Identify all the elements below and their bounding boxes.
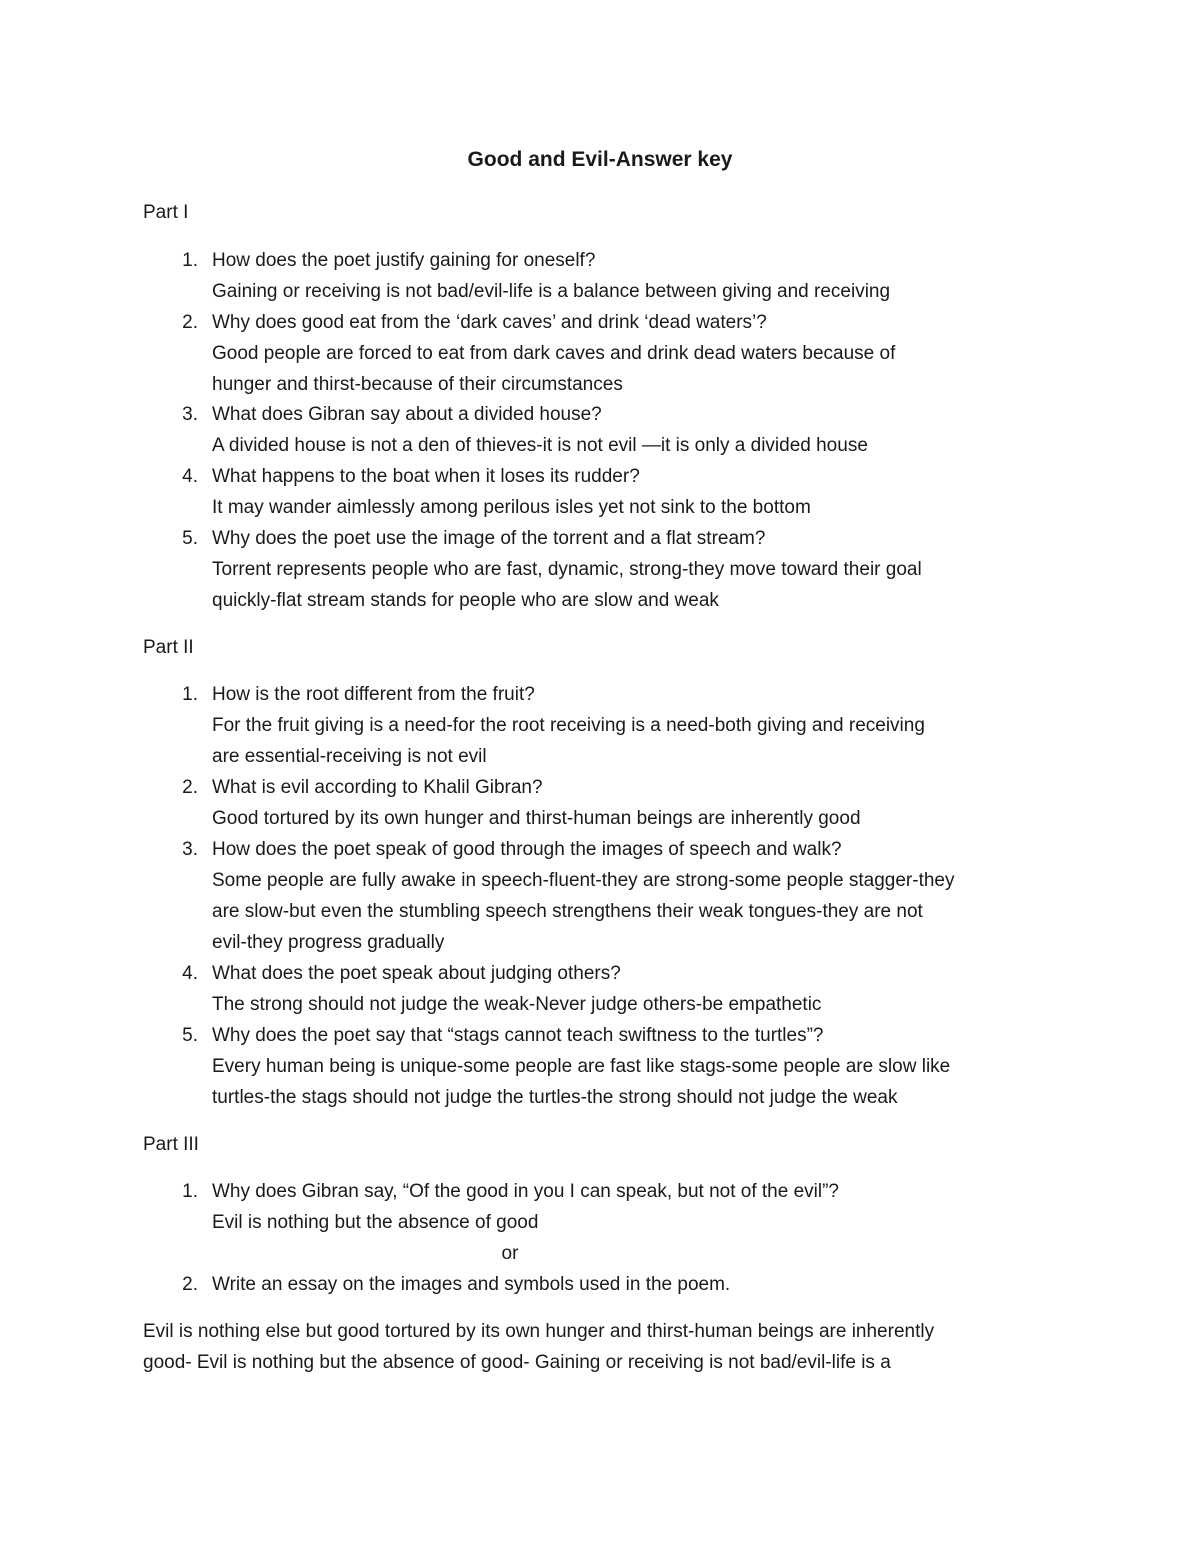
item-number: 3.	[182, 839, 198, 860]
answer-text: are essential-receiving is not evil	[212, 746, 487, 767]
question-text: How is the root different from the fruit?	[212, 684, 535, 705]
answer-text: For the fruit giving is a need-for the root receiving is a need-both giving and receiving	[212, 715, 925, 736]
item-number: 5.	[182, 1025, 198, 1046]
paragraph-line: good- Evil is nothing but the absence of good- Gaining or receiving is not bad/evil-life is a	[143, 1352, 891, 1373]
item-number: 4.	[182, 963, 198, 984]
question-text: How does the poet speak of good through the images of speech and walk?	[212, 839, 842, 860]
question-text: What does the poet speak about judging others?	[212, 963, 621, 984]
question-text: Why does good eat from the ‘dark caves’ and drink ‘dead waters’?	[212, 312, 767, 333]
question-text: Write an essay on the images and symbols used in the poem.	[212, 1274, 731, 1295]
item-number: 2.	[182, 312, 198, 333]
item-number: 3.	[182, 404, 198, 425]
answer-text: turtles-the stags should not judge the turtles-the strong should not judge the weak	[212, 1087, 898, 1108]
question-text: Why does Gibran say, “Of the good in you I can speak, but not of the evil”?	[212, 1181, 839, 1202]
item-number: 2.	[182, 777, 198, 798]
question-text: What happens to the boat when it loses its rudder?	[212, 466, 640, 487]
item-number: 1.	[182, 250, 198, 271]
part-3-heading: Part III	[143, 1134, 199, 1155]
answer-text: Good tortured by its own hunger and thirst-human beings are inherently good	[212, 808, 861, 829]
document-title: Good and Evil-Answer key	[467, 148, 733, 171]
answer-text: Some people are fully awake in speech-fluent-they are strong-some people stagger-they	[212, 870, 955, 891]
part-2-heading: Part II	[143, 637, 194, 658]
paragraph-line: Evil is nothing else but good tortured by its own hunger and thirst-human beings are inherently	[143, 1321, 935, 1342]
answer-text: Torrent represents people who are fast, dynamic, strong-they move toward their goal	[212, 559, 922, 580]
question-text: How does the poet justify gaining for oneself?	[212, 250, 596, 271]
question-text: Why does the poet say that “stags cannot teach swiftness to the turtles”?	[212, 1025, 824, 1046]
item-number: 2.	[182, 1274, 198, 1295]
answer-text: Good people are forced to eat from dark caves and drink dead waters because of	[212, 343, 896, 364]
part-1-heading: Part I	[143, 202, 189, 223]
question-text: What is evil according to Khalil Gibran?	[212, 777, 543, 798]
answer-text: Gaining or receiving is not bad/evil-life is a balance between giving and receiving	[212, 281, 891, 302]
answer-text: Every human being is unique-some people are fast like stags-some people are slow like	[212, 1056, 951, 1077]
item-number: 1.	[182, 1181, 198, 1202]
item-number: 5.	[182, 528, 198, 549]
answer-text: quickly-flat stream stands for people who are slow and weak	[212, 590, 719, 611]
answer-text: The strong should not judge the weak-Never judge others-be empathetic	[212, 994, 822, 1015]
item-number: 4.	[182, 466, 198, 487]
answer-text: It may wander aimlessly among perilous isles yet not sink to the bottom	[212, 497, 811, 518]
answer-text: are slow-but even the stumbling speech strengthens their weak tongues-they are not	[212, 901, 923, 922]
question-text: What does Gibran say about a divided house?	[212, 404, 602, 425]
answer-text: Evil is nothing but the absence of good	[212, 1212, 539, 1233]
or-separator: or	[501, 1243, 519, 1264]
question-text: Why does the poet use the image of the torrent and a flat stream?	[212, 528, 766, 549]
answer-text: hunger and thirst-because of their circumstances	[212, 374, 623, 395]
answer-text: evil-they progress gradually	[212, 932, 445, 953]
item-number: 1.	[182, 684, 198, 705]
answer-text: A divided house is not a den of thieves-it is not evil —it is only a divided house	[212, 435, 868, 456]
